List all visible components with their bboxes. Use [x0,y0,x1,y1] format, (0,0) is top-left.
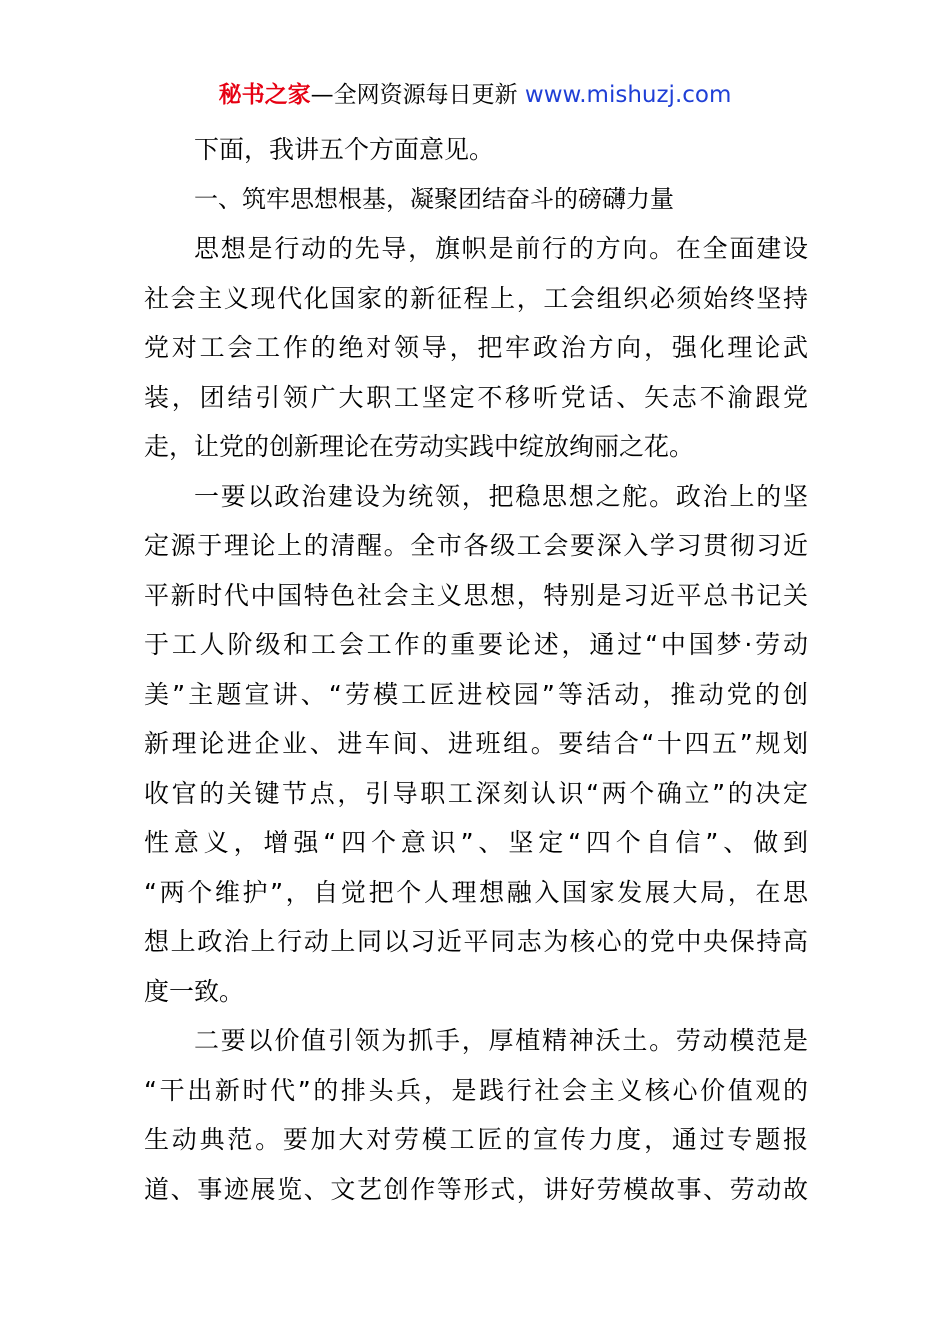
paragraph-line: 二要以价值引领为抓手，厚植精神沃土。劳动模范是 [194,1026,808,1055]
paragraph-line: 走，让党的创新理论在劳动实践中绽放绚丽之花。 [144,432,695,461]
paragraph-line: 度一致。 [144,976,245,1006]
paragraph-line: 平新时代中国特色社会主义思想，特别是习近平总书记关 [144,580,808,610]
paragraph-line: 新理论进企业、进车间、进班组。要结合“十四五”规划 [144,729,808,758]
paragraph-line: 于工人阶级和工会工作的重要论述，通过“中国梦·劳动 [144,630,808,659]
intro-paragraph: 下面，我讲五个方面意见。 [194,135,495,164]
site-brand-name: 秘书之家 [218,82,311,108]
paragraph-line: 装，团结引领广大职工坚定不移听党话、矢志不渝跟党 [144,382,808,412]
document-body [144,125,808,1214]
site-tagline: —全网资源每日更新 [310,82,525,108]
paragraph-line: 道、事迹展览、文艺创作等形式，讲好劳模故事、劳动故 [144,1174,808,1204]
site-url-link[interactable]: www.mishuzj.com [524,82,732,108]
paragraph-line: 定源于理论上的清醒。全市各级工会要深入学习贯彻习近 [144,531,808,560]
section-heading-1: 一、筑牢思想根基，凝聚团结奋斗的磅礴力量 [194,184,674,213]
paragraph-line: 思想是行动的先导，旗帜是前行的方向。在全面建设 [194,234,808,263]
paragraph-line: 美”主题宣讲、“劳模工匠进校园”等活动，推动党的创 [144,679,808,709]
paragraph-line: 一要以政治建设为统领，把稳思想之舵。政治上的坚 [194,481,808,511]
paragraph-line: 收官的关键节点，引导职工深刻认识“两个确立”的决定 [144,778,808,808]
paragraph-line: 党对工会工作的绝对领导，把牢政治方向，强化理论武 [144,333,808,362]
paragraph-line: “两个维护”，自觉把个人理想融入国家发展大局，在思 [144,877,808,907]
site-header [0,80,950,110]
paragraph-line: 生动典范。要加大对劳模工匠的宣传力度，通过专题报 [144,1125,808,1154]
paragraph-line: 社会主义现代化国家的新征程上，工会组织必须始终坚持 [144,283,808,313]
paragraph-line: 性意义，增强“四个意识”、坚定“四个自信”、做到 [144,828,808,857]
paragraph-line: “干出新时代”的排头兵，是践行社会主义核心价值观的 [144,1075,808,1105]
paragraph-line: 想上政治上行动上同以习近平同志为核心的党中央保持高 [144,927,808,956]
